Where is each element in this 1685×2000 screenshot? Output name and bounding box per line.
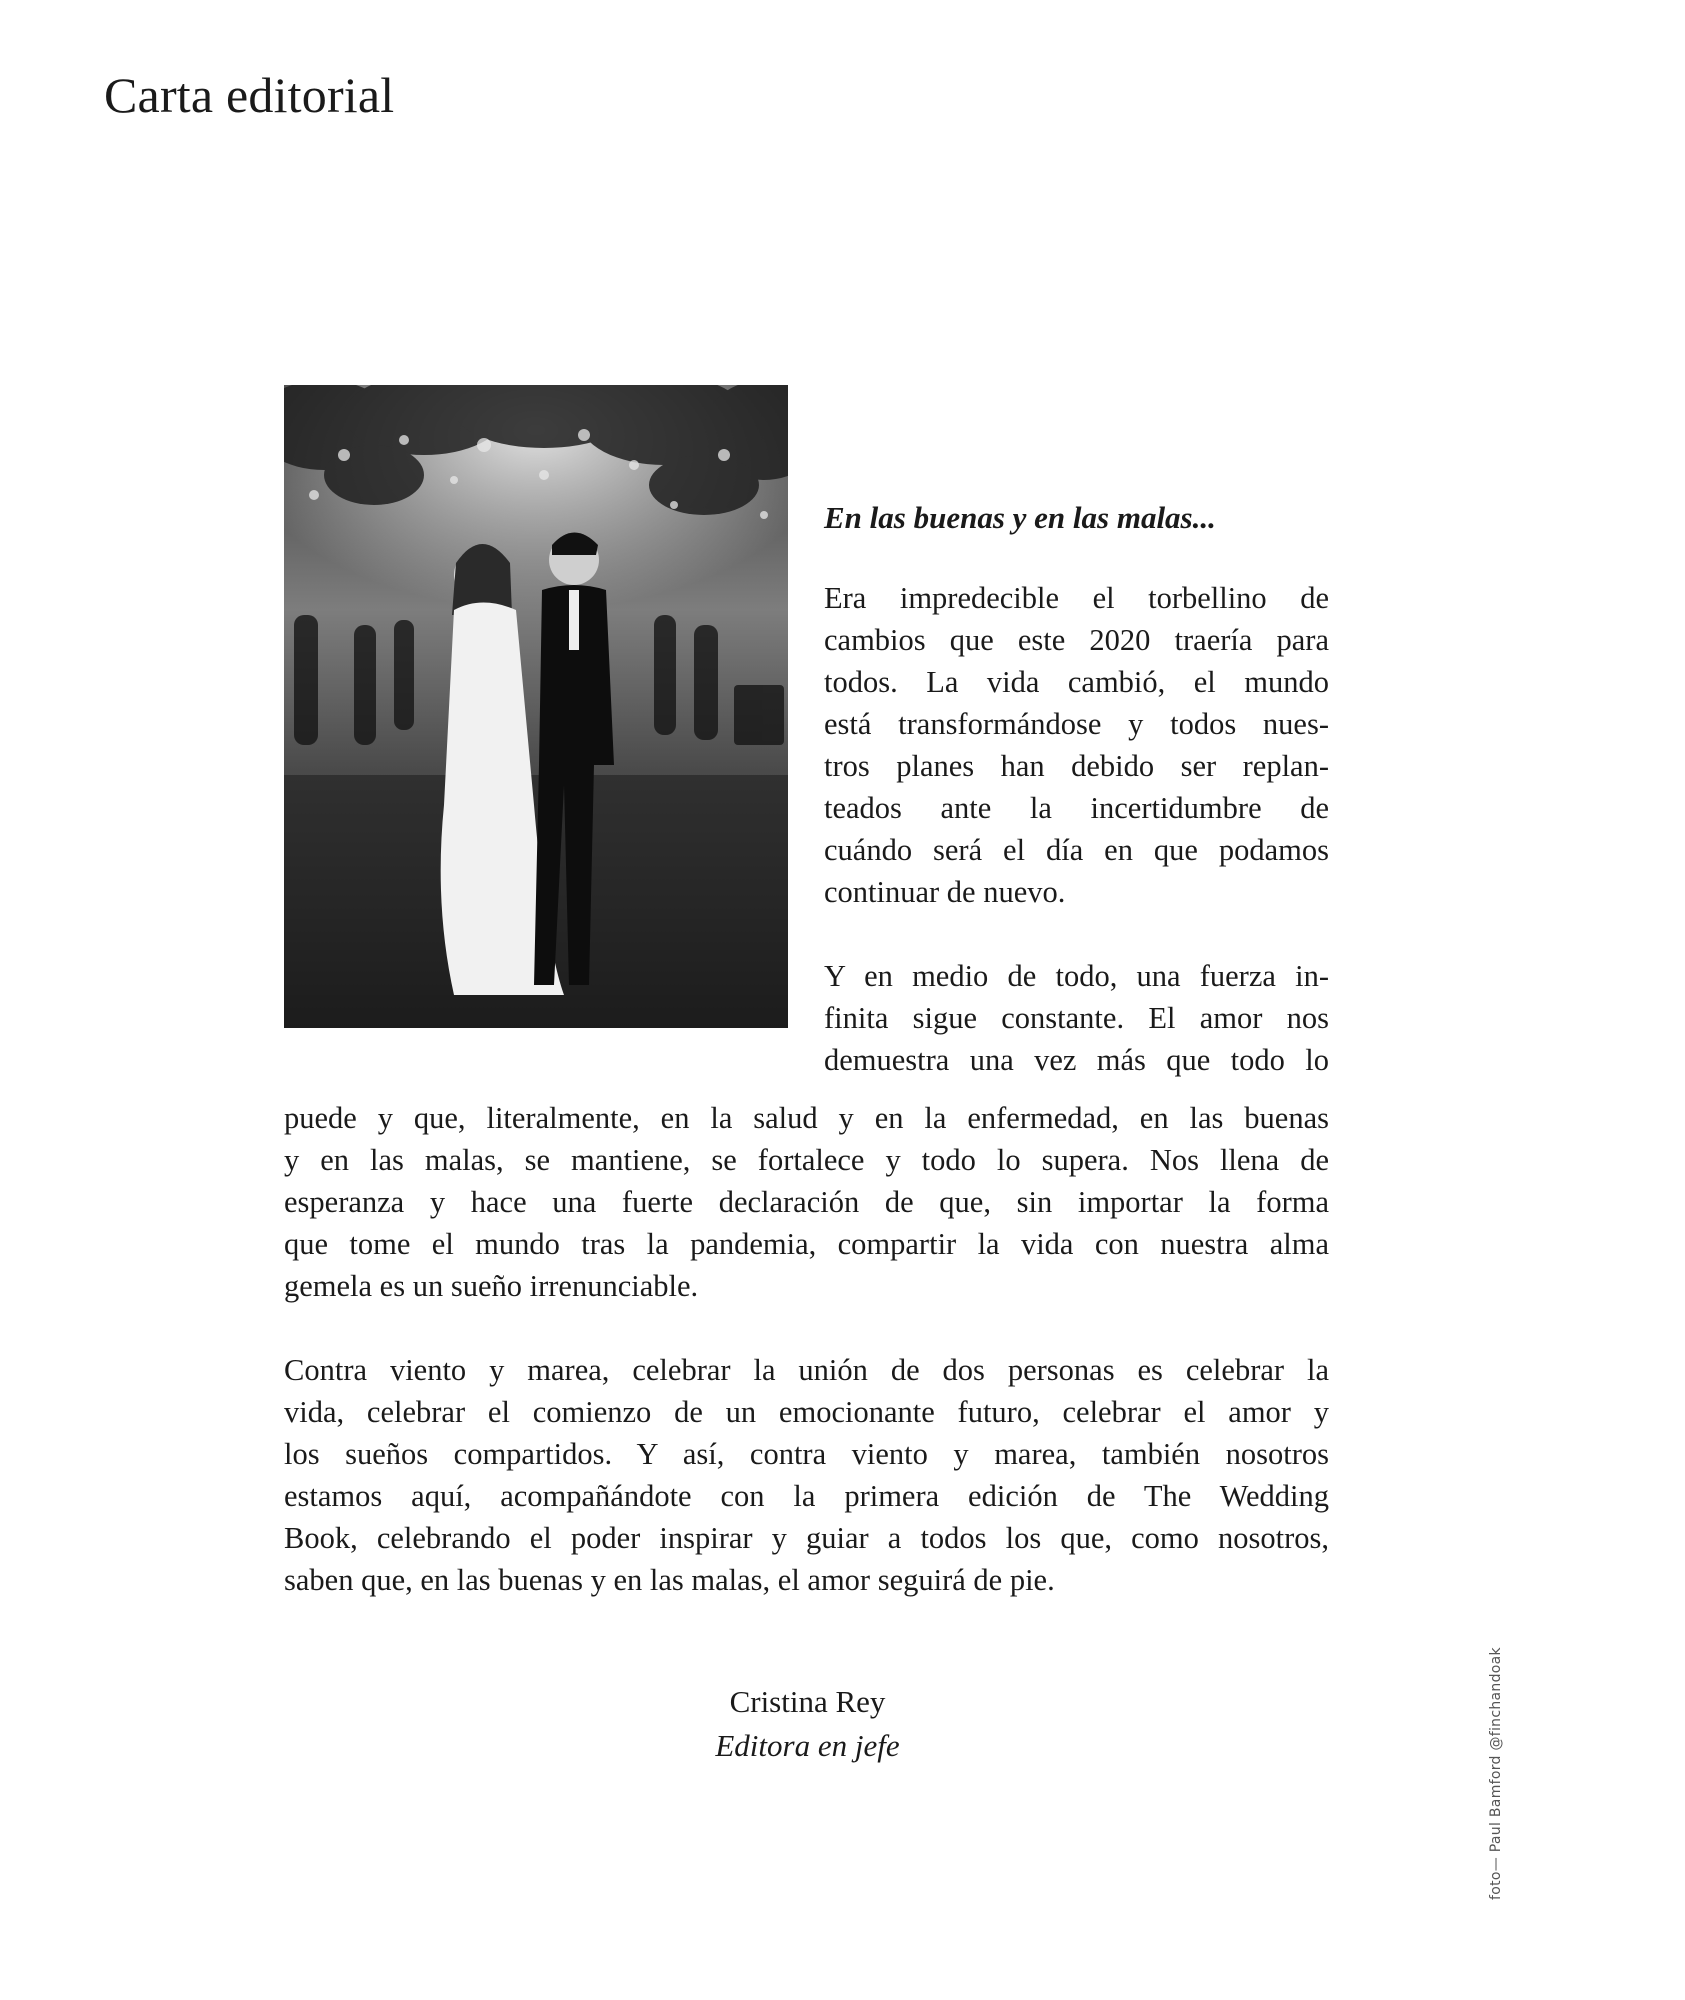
text-line: esperanza y hace una fuerte declaración de que, sin importar la forma [284, 1185, 1329, 1219]
text-line: está transformándose y todos nues- [824, 707, 1329, 741]
paragraph-2-continued [284, 1097, 1329, 1307]
text-line: los sueños compartidos. Y así, contra viento y marea, también nosotros [284, 1437, 1329, 1471]
text-line: demuestra una vez más que todo lo [824, 1043, 1329, 1077]
text-line: Book, celebrando el poder inspirar y guiar a todos los que, como nosotros, [284, 1521, 1329, 1555]
paragraph-2-start [824, 955, 1329, 1081]
text-line: saben que, en las buenas y en las malas, el amor seguirá de pie. [284, 1563, 1055, 1597]
photo-credit: foto— Paul Bamford @finchandoak [1488, 1647, 1504, 1900]
text-line: cuándo será el día en que podamos [824, 833, 1329, 867]
text-line: puede y que, literalmente, en la salud y en la enfermedad, en las buenas [284, 1101, 1329, 1135]
text-line: Y en medio de todo, una fuerza in- [824, 959, 1329, 993]
text-line: que tome el mundo tras la pandemia, compartir la vida con nuestra alma [284, 1227, 1329, 1261]
paragraph-1 [824, 577, 1329, 913]
wedding-photo-illustration [284, 385, 788, 1028]
text-line: cambios que este 2020 traería para [824, 623, 1329, 657]
text-line: Era impredecible el torbellino de [824, 581, 1329, 615]
text-line: vida, celebrar el comienzo de un emocionante futuro, celebrar el amor y [284, 1395, 1329, 1429]
text-line: tros planes han debido ser replan- [824, 749, 1329, 783]
text-line: gemela es un sueño irrenunciable. [284, 1269, 699, 1303]
text-line: todos. La vida cambió, el mundo [824, 665, 1329, 699]
page-title: Carta editorial [104, 67, 395, 123]
signature-name: Cristina Rey [729, 1684, 886, 1719]
text-line: continuar de nuevo. [824, 875, 1066, 909]
text-line: finita sigue constante. El amor nos [824, 1001, 1329, 1035]
letter-intro [824, 497, 1329, 1081]
letter-body [284, 1097, 1329, 1601]
signature-role: Editora en jefe [715, 1728, 900, 1763]
wedding-photo [284, 385, 788, 1028]
text-line: teados ante la incertidumbre de [824, 791, 1329, 825]
text-line: Contra viento y marea, celebrar la unión de dos personas es celebrar la [284, 1353, 1329, 1387]
text-line: y en las malas, se mantiene, se fortalece y todo lo supera. Nos llena de [284, 1143, 1329, 1177]
letter-subtitle: En las buenas y en las malas... [824, 500, 1216, 535]
text-line: estamos aquí, acompañándote con la primera edición de The Wedding [284, 1479, 1329, 1513]
paragraph-3 [284, 1349, 1329, 1601]
